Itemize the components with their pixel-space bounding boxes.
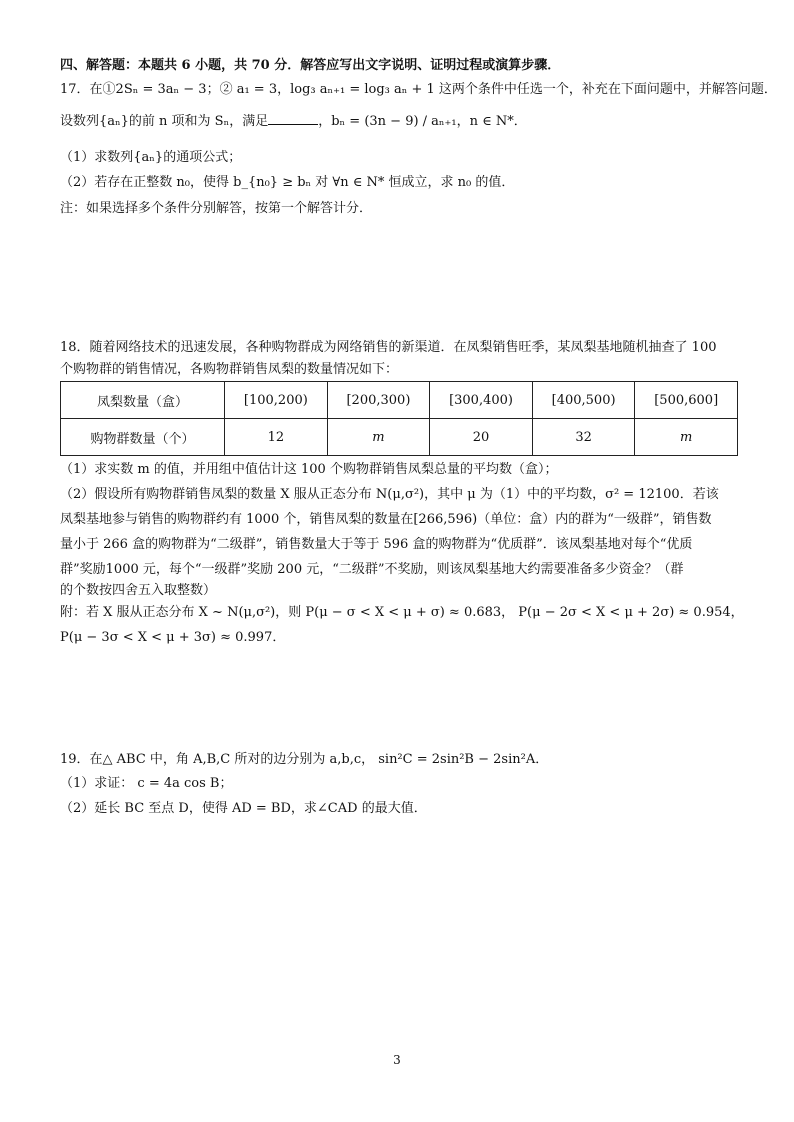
q17-line1: 17．在①2Sₙ = 3aₙ − 3；② a₁ = 3，log₃ aₙ₊₁ = log₃ aₙ + 1 这两个条件中任选一个，补充在下面问题中，并解答问题． [60,82,777,97]
table-row-header: 购物群数量（个） [61,419,225,456]
table-row [61,382,738,419]
section-header: 四、解答题：本题共 6 小题，共 70 分．解答应写出文字说明、证明过程或演算步骤． [60,58,561,73]
q18-line1: 18．随着网络技术的迅速发展，各种购物群成为网络销售的新渠道．在凤梨销售旺季，某凤梨基地随机抽查了 100 [60,340,717,355]
q18-appendix-line1: 附：若 X 服从正态分布 X ~ N(μ,σ²)，则 P(μ − σ < X < μ + σ) ≈ 0.683， P(μ − 2σ < X < μ + 2σ) ≈ 0.954， [60,605,744,620]
q18-part2-line3: 量小于 266 盒的购物群为“二级群”，销售数量大于等于 596 盒的购物群为“优质群”．该凤梨基地对每个“优质 [60,537,693,552]
table-cell: [500,600] [635,382,738,419]
q18-part2-line4: 群”奖励1000 元，每个“一级群”奖励 200 元，“二级群”不奖励，则该凤梨基地大约需要准备多少资金？（群 [60,562,684,577]
table-cell: m [635,419,738,456]
q17-line2-b: ，bₙ = (3n − 9) / aₙ₊₁，n ∈ N*． [318,114,527,129]
q17-line2 [60,112,527,131]
q18-part2-line2: 凤梨基地参与销售的购物群约有 1000 个，销售凤梨的数量在[266,596)（单位：盒）内的群为“一级群”，销售数 [60,512,712,527]
q18-part2-line1: （2）假设所有购物群销售凤梨的数量 X 服从正态分布 N(μ,σ²)，其中 μ 为（1）中的平均数，σ² = 12100．若该 [60,487,719,502]
q19-part1: （1）求证： c = 4a cos B； [60,776,233,791]
table-row-header: 凤梨数量（盒） [61,382,225,419]
q18-line2: 个购物群的销售情况，各购物群销售凤梨的数量情况如下： [60,362,399,377]
q18-part1: （1）求实数 m 的值，并用组中值估计这 100 个购物群销售凤梨总量的平均数（盒）； [60,462,558,477]
q18-part2-line5: 的个数按四舍五入取整数） [60,583,217,598]
q17-part2: （2）若存在正整数 n₀，使得 b_{n₀} ≥ bₙ 对 ∀n ∈ N* 恒成立，求 n₀ 的值． [60,175,515,190]
table-cell: [200,300) [327,382,430,419]
table-row [61,419,738,456]
table-cell: [100,200) [225,382,328,419]
q18-appendix-line2: P(μ − 3σ < X < μ + 3σ) ≈ 0.997． [60,630,286,645]
table-cell: [300,400) [430,382,533,419]
table-cell: m [327,419,430,456]
table-cell: 12 [225,419,328,456]
q17-fill-blank [268,112,318,125]
q19-part2: （2）延长 BC 至点 D，使得 AD = BD，求∠CAD 的最大值． [60,801,427,816]
q19-line1: 19．在△ ABC 中，角 A,B,C 所对的边分别为 a,b,c， sin²C = 2sin²B − 2sin²A． [60,752,549,767]
page-number: 3 [393,1053,401,1067]
table-cell: 32 [532,419,635,456]
q17-note: 注：如果选择多个条件分别解答，按第一个解答计分． [60,201,373,216]
sales-table [60,381,738,456]
q17-line2-a: 设数列{aₙ}的前 n 项和为 Sₙ，满足 [60,114,269,129]
q17-part1: （1）求数列{aₙ}的通项公式； [60,150,242,165]
table-cell: [400,500) [532,382,635,419]
table-cell: 20 [430,419,533,456]
